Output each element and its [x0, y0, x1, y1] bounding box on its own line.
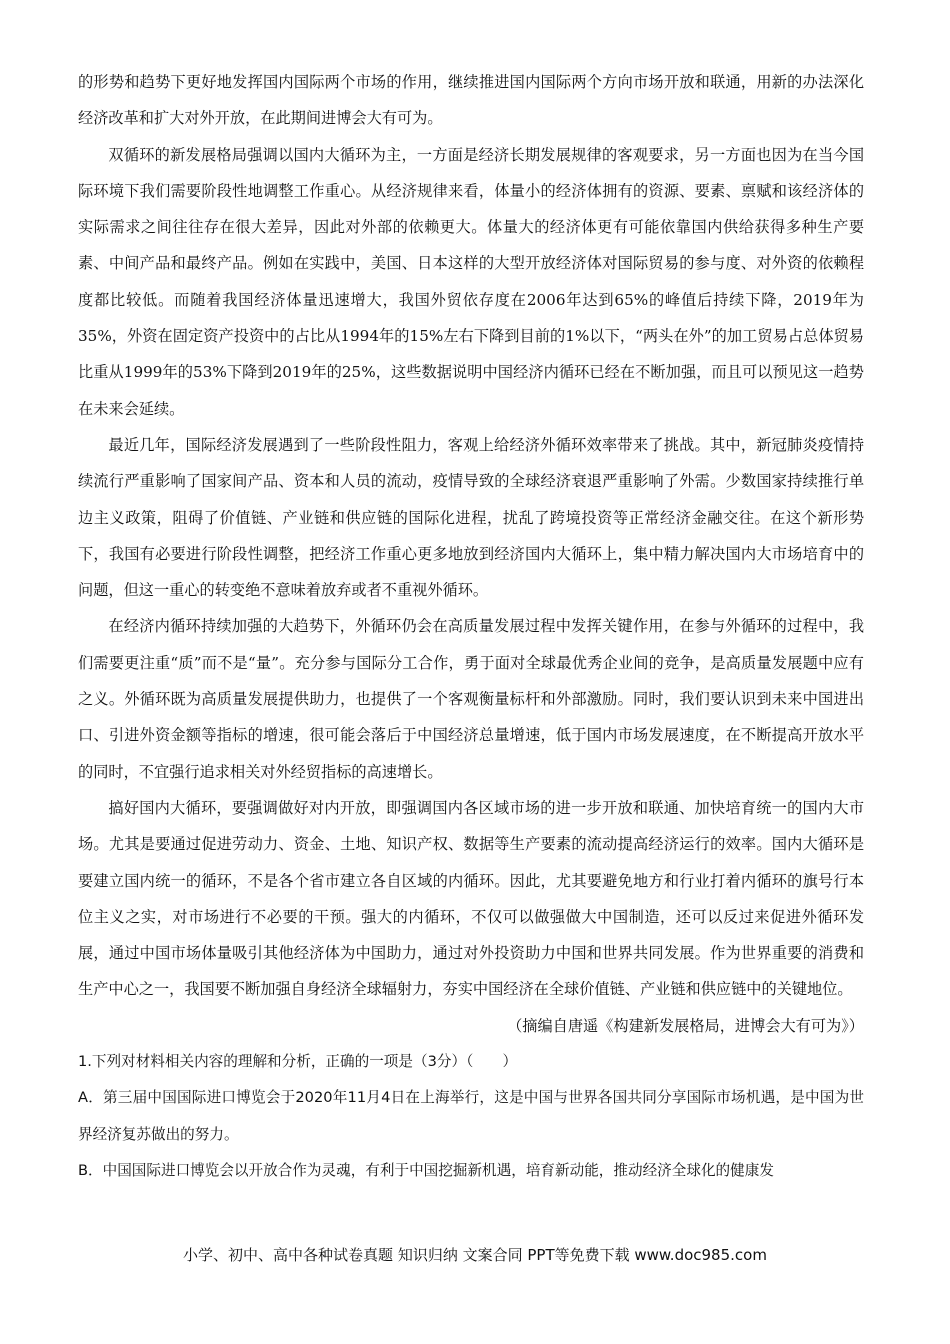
source-citation: （摘编自唐遥《构建新发展格局，进博会大有可为》） [507, 1016, 864, 1035]
paragraph-5: 搞好国内大循环，要强调做好对内开放，即强调国内各区域市场的进一步开放和联通、加快培育统一的国内大市场。尤其是要通过促进劳动力、资金、土地、知识产权、数据等生产要素的流动提高经济运行的效率。国内大循环是要建立国内统一的循环，不是各个省市建立各自区域的内循环。因此，尤其要避免地方和行业打着内循环的旗号行本位主义之实，对市场进行不必要的干预。强大的内循环，不仅可以做强做大中国制造，还可以反过来促进外循环发展，通过中国市场体量吸引其他经济体为中国助力，通过对外投资助力中国和世界共同发展。作为世界重要的消费和生产中心之一，我国要不断加强自身经济全球辐射力，夯实中国经济在全球价值链、产业链和供应链中的关键地位。 [78, 798, 864, 999]
paragraph-3: 最近几年，国际经济发展遇到了一些阶段性阻力，客观上给经济外循环效率带来了挑战。其中，新冠肺炎疫情持续流行严重影响了国家间产品、资本和人员的流动，疫情导致的全球经济衰退严重影响了外需。少数国家持续推行单边主义政策，阻碍了价值链、产业链和供应链的国际化进程，扰乱了跨境投资等正常经济金融交往。在这个新形势下，我国有必要进行阶段性调整，把经济工作重心更多地放到经济国内大循环上，集中精力解决国内大市场培育中的问题，但这一重心的转变绝不意味着放弃或者不重视外循环。 [78, 435, 864, 600]
question-1: 1.下列对材料相关内容的理解和分析，正确的一项是（3分）（ ） [78, 1053, 518, 1071]
paragraph-1: 的形势和趋势下更好地发挥国内国际两个市场的作用，继续推进国内国际两个方向市场开放和联通，用新的办法深化经济改革和扩大对外开放，在此期间进博会大有可为。 [78, 73, 864, 128]
option-a: A．第三届中国国际进口博览会于2020年11月4日在上海举行，这是中国与世界各国共同分享国际市场机遇，是中国为世界经济复苏做出的努力。 [78, 1089, 864, 1143]
paragraph-4: 在经济内循环持续加强的大趋势下，外循环仍会在高质量发展过程中发挥关键作用，在参与外循环的过程中，我们需要更注重“质”而不是“量”。充分参与国际分工合作，勇于面对全球最优秀企业间的竞争，是高质量发展题中应有之义。外循环既为高质量发展提供助力，也提供了一个客观衡量标杆和外部激励。同时，我们要认识到未来中国进出口、引进外资金额等指标的增速，很可能会落后于中国经济总量增速，低于国内市场发展速度，在不断提高开放水平的同时，不宜强行追求相关对外经贸指标的高速增长。 [78, 617, 864, 781]
page-footer: 小学、初中、高中各种试卷真题 知识归纳 文案合同 PPT等免费下载 www.doc985.com [183, 1246, 767, 1264]
paragraph-2: 双循环的新发展格局强调以国内大循环为主，一方面是经济长期发展规律的客观要求，另一方面也因为在当今国际环境下我们需要阶段性地调整工作重心。从经济规律来看，体量小的经济体拥有的资源、要素、禀赋和该经济体的实际需求之间往往存在很大差异，因此对外部的依赖更大。体量大的经济体更有可能依靠国内供给获得多种生产要素、中间产品和最终产品。例如在实践中，美国、日本这样的大型开放经济体对国际贸易的参与度、对外资的依赖程度都比较低。而随着我国经济体量迅速增大，我国外贸依存度在2006年达到65%的峰值后持续下降，2019年为35%，外资在固定资产投资中的占比从1994年的15%左右下降到目前的1%以下，“两头在外”的加工贸易占总体贸易比重从1999年的53%下降到2019年的25%，这些数据说明中国经济内循环已经在不断加强，而且可以预见这一趋势在未来会延续。 [78, 145, 864, 418]
document-body [78, 64, 864, 1189]
option-b: B．中国国际进口博览会以开放合作为灵魂，有利于中国挖掘新机遇，培育新动能，推动经济全球化的健康发 [78, 1161, 774, 1179]
